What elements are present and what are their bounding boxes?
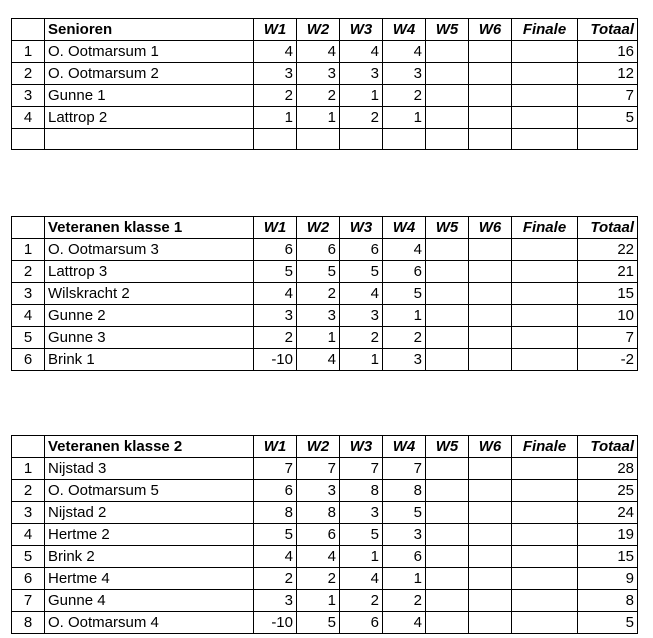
score-cell xyxy=(512,85,578,107)
score-cell: 3 xyxy=(254,590,297,612)
rank-cell: 7 xyxy=(12,590,45,612)
score-cell xyxy=(426,305,469,327)
rank-cell: 6 xyxy=(12,568,45,590)
table-row xyxy=(12,590,638,612)
score-cell xyxy=(426,129,469,150)
column-header-w1: W1 xyxy=(254,19,297,41)
score-cell: 3 xyxy=(383,63,426,85)
team-cell: Gunne 2 xyxy=(45,305,254,327)
table-title: Veteranen klasse 1 xyxy=(45,217,254,239)
score-cell: 4 xyxy=(297,546,340,568)
score-cell xyxy=(469,261,512,283)
table-row xyxy=(12,305,638,327)
score-cell: 4 xyxy=(297,349,340,371)
score-cell xyxy=(512,107,578,129)
column-header-w1: W1 xyxy=(254,217,297,239)
rank-cell: 5 xyxy=(12,327,45,349)
total-cell: 7 xyxy=(578,327,638,349)
score-cell xyxy=(297,129,340,150)
score-cell xyxy=(426,107,469,129)
total-cell: 12 xyxy=(578,63,638,85)
column-header-w4: W4 xyxy=(383,19,426,41)
team-cell: O. Ootmarsum 1 xyxy=(45,41,254,63)
score-cell: 3 xyxy=(254,63,297,85)
score-cell: -10 xyxy=(254,612,297,634)
table-row xyxy=(12,239,638,261)
score-cell: 8 xyxy=(340,480,383,502)
total-cell: 7 xyxy=(578,85,638,107)
score-cell xyxy=(426,349,469,371)
rank-cell: 2 xyxy=(12,480,45,502)
score-cell: 2 xyxy=(254,327,297,349)
team-cell xyxy=(45,129,254,150)
score-cell: 2 xyxy=(297,85,340,107)
total-cell: -2 xyxy=(578,349,638,371)
rank-cell: 4 xyxy=(12,524,45,546)
score-cell xyxy=(426,41,469,63)
header-rank-cell xyxy=(12,436,45,458)
score-cell xyxy=(426,239,469,261)
column-header-w1: W1 xyxy=(254,436,297,458)
score-cell: 6 xyxy=(297,239,340,261)
total-cell: 22 xyxy=(578,239,638,261)
total-cell: 10 xyxy=(578,305,638,327)
score-cell: 2 xyxy=(340,327,383,349)
column-header-totaal: Totaal xyxy=(578,217,638,239)
score-cell: 4 xyxy=(254,41,297,63)
table-row xyxy=(12,568,638,590)
score-cell: 5 xyxy=(340,524,383,546)
table-veteranen-klasse-1 xyxy=(11,216,638,371)
score-cell: 2 xyxy=(383,85,426,107)
table-row xyxy=(12,107,638,129)
score-cell xyxy=(469,546,512,568)
team-cell: O. Ootmarsum 5 xyxy=(45,480,254,502)
score-cell: 2 xyxy=(254,85,297,107)
score-cell: 7 xyxy=(254,458,297,480)
table-row xyxy=(12,327,638,349)
total-cell: 15 xyxy=(578,283,638,305)
score-cell: 8 xyxy=(254,502,297,524)
score-cell xyxy=(469,107,512,129)
score-cell: 3 xyxy=(340,305,383,327)
score-cell: 7 xyxy=(383,458,426,480)
total-cell: 8 xyxy=(578,590,638,612)
score-cell: 7 xyxy=(297,458,340,480)
score-cell xyxy=(512,546,578,568)
total-cell: 15 xyxy=(578,546,638,568)
rank-cell: 1 xyxy=(12,458,45,480)
score-cell: 3 xyxy=(254,305,297,327)
table-row xyxy=(12,458,638,480)
team-cell: Gunne 1 xyxy=(45,85,254,107)
rank-cell: 2 xyxy=(12,63,45,85)
score-cell xyxy=(426,590,469,612)
score-cell: 2 xyxy=(383,327,426,349)
column-header-w2: W2 xyxy=(297,19,340,41)
team-cell: Brink 1 xyxy=(45,349,254,371)
score-cell xyxy=(469,239,512,261)
score-cell: 4 xyxy=(297,41,340,63)
score-cell xyxy=(469,458,512,480)
column-header-totaal: Totaal xyxy=(578,19,638,41)
rank-cell: 3 xyxy=(12,85,45,107)
score-cell xyxy=(469,283,512,305)
score-cell: 5 xyxy=(297,261,340,283)
score-cell xyxy=(512,327,578,349)
rank-cell: 1 xyxy=(12,239,45,261)
rank-cell: 3 xyxy=(12,283,45,305)
total-cell: 21 xyxy=(578,261,638,283)
score-cell: 1 xyxy=(340,85,383,107)
team-cell: Lattrop 3 xyxy=(45,261,254,283)
header-row xyxy=(12,436,638,458)
score-cell xyxy=(340,129,383,150)
score-cell: 3 xyxy=(383,349,426,371)
column-header-w5: W5 xyxy=(426,217,469,239)
score-cell: -10 xyxy=(254,349,297,371)
score-cell: 5 xyxy=(383,502,426,524)
table-row xyxy=(12,546,638,568)
score-cell xyxy=(426,480,469,502)
column-header-w3: W3 xyxy=(340,436,383,458)
score-cell: 4 xyxy=(340,568,383,590)
column-header-finale: Finale xyxy=(512,436,578,458)
column-header-w4: W4 xyxy=(383,217,426,239)
team-cell: O. Ootmarsum 4 xyxy=(45,612,254,634)
table-row xyxy=(12,502,638,524)
score-cell: 1 xyxy=(340,349,383,371)
team-cell: Brink 2 xyxy=(45,546,254,568)
score-cell: 6 xyxy=(340,612,383,634)
total-cell: 16 xyxy=(578,41,638,63)
table-row xyxy=(12,261,638,283)
score-cell: 2 xyxy=(297,283,340,305)
column-header-w6: W6 xyxy=(469,217,512,239)
header-rank-cell xyxy=(12,19,45,41)
column-header-w5: W5 xyxy=(426,19,469,41)
score-cell xyxy=(426,568,469,590)
table-row xyxy=(12,283,638,305)
total-cell: 9 xyxy=(578,568,638,590)
score-cell: 6 xyxy=(340,239,383,261)
score-cell: 5 xyxy=(297,612,340,634)
table-title: Veteranen klasse 2 xyxy=(45,436,254,458)
score-cell: 3 xyxy=(297,305,340,327)
score-cell xyxy=(512,524,578,546)
score-cell: 1 xyxy=(297,590,340,612)
score-cell: 5 xyxy=(254,524,297,546)
score-cell xyxy=(512,480,578,502)
score-cell: 2 xyxy=(297,568,340,590)
team-cell: Nijstad 2 xyxy=(45,502,254,524)
table-title: Senioren xyxy=(45,19,254,41)
score-cell xyxy=(469,524,512,546)
score-cell xyxy=(512,612,578,634)
score-cell xyxy=(469,590,512,612)
team-cell: O. Ootmarsum 2 xyxy=(45,63,254,85)
column-header-w5: W5 xyxy=(426,436,469,458)
score-cell xyxy=(383,129,426,150)
score-cell: 5 xyxy=(340,261,383,283)
table-row xyxy=(12,129,638,150)
score-cell: 6 xyxy=(297,524,340,546)
score-cell xyxy=(254,129,297,150)
score-cell xyxy=(426,261,469,283)
score-cell: 8 xyxy=(383,480,426,502)
score-cell: 4 xyxy=(340,41,383,63)
score-cell: 3 xyxy=(297,63,340,85)
score-cell: 4 xyxy=(383,41,426,63)
table-row xyxy=(12,85,638,107)
total-cell xyxy=(578,129,638,150)
rank-cell: 1 xyxy=(12,41,45,63)
score-cell xyxy=(426,458,469,480)
column-header-w3: W3 xyxy=(340,19,383,41)
score-cell: 6 xyxy=(254,480,297,502)
score-cell: 2 xyxy=(254,568,297,590)
team-cell: Gunne 3 xyxy=(45,327,254,349)
score-cell xyxy=(469,85,512,107)
total-cell: 5 xyxy=(578,107,638,129)
score-cell xyxy=(426,502,469,524)
total-cell: 28 xyxy=(578,458,638,480)
score-cell xyxy=(512,568,578,590)
score-cell: 2 xyxy=(340,107,383,129)
column-header-w2: W2 xyxy=(297,217,340,239)
score-cell xyxy=(426,283,469,305)
table-row xyxy=(12,524,638,546)
score-cell: 2 xyxy=(383,590,426,612)
score-cell xyxy=(469,41,512,63)
score-cell: 1 xyxy=(383,305,426,327)
score-cell: 6 xyxy=(383,546,426,568)
total-cell: 19 xyxy=(578,524,638,546)
score-cell: 1 xyxy=(254,107,297,129)
score-cell xyxy=(512,41,578,63)
score-cell: 1 xyxy=(297,107,340,129)
score-cell: 4 xyxy=(383,239,426,261)
score-cell xyxy=(426,85,469,107)
team-cell: Lattrop 2 xyxy=(45,107,254,129)
rank-cell xyxy=(12,129,45,150)
header-row xyxy=(12,217,638,239)
table-row xyxy=(12,63,638,85)
score-cell: 5 xyxy=(254,261,297,283)
score-cell xyxy=(512,458,578,480)
score-cell: 2 xyxy=(340,590,383,612)
score-cell: 4 xyxy=(340,283,383,305)
score-cell: 4 xyxy=(254,546,297,568)
team-cell: Hertme 4 xyxy=(45,568,254,590)
score-cell xyxy=(512,63,578,85)
score-cell: 5 xyxy=(383,283,426,305)
column-header-w3: W3 xyxy=(340,217,383,239)
score-cell: 1 xyxy=(340,546,383,568)
table-row xyxy=(12,480,638,502)
score-cell xyxy=(512,129,578,150)
team-cell: Wilskracht 2 xyxy=(45,283,254,305)
column-header-totaal: Totaal xyxy=(578,436,638,458)
score-cell xyxy=(426,546,469,568)
table-veteranen-klasse-2 xyxy=(11,435,638,634)
score-cell xyxy=(469,568,512,590)
score-cell xyxy=(469,502,512,524)
rank-cell: 2 xyxy=(12,261,45,283)
score-cell: 1 xyxy=(383,568,426,590)
header-row xyxy=(12,19,638,41)
column-header-finale: Finale xyxy=(512,217,578,239)
score-cell xyxy=(512,283,578,305)
rank-cell: 3 xyxy=(12,502,45,524)
table-row xyxy=(12,612,638,634)
score-cell: 4 xyxy=(254,283,297,305)
score-cell: 6 xyxy=(254,239,297,261)
score-cell xyxy=(426,327,469,349)
score-cell: 8 xyxy=(297,502,340,524)
score-cell xyxy=(469,612,512,634)
total-cell: 24 xyxy=(578,502,638,524)
score-cell: 3 xyxy=(340,63,383,85)
rank-cell: 4 xyxy=(12,305,45,327)
team-cell: Hertme 2 xyxy=(45,524,254,546)
score-cell xyxy=(512,502,578,524)
rank-cell: 8 xyxy=(12,612,45,634)
column-header-w6: W6 xyxy=(469,436,512,458)
team-cell: Gunne 4 xyxy=(45,590,254,612)
score-cell xyxy=(469,349,512,371)
score-cell xyxy=(469,129,512,150)
score-cell: 1 xyxy=(297,327,340,349)
score-cell xyxy=(512,305,578,327)
rank-cell: 5 xyxy=(12,546,45,568)
table-row xyxy=(12,41,638,63)
rank-cell: 6 xyxy=(12,349,45,371)
table-row xyxy=(12,349,638,371)
score-cell: 3 xyxy=(297,480,340,502)
score-cell xyxy=(512,349,578,371)
score-cell xyxy=(426,524,469,546)
column-header-w6: W6 xyxy=(469,19,512,41)
score-cell xyxy=(512,239,578,261)
score-cell xyxy=(469,327,512,349)
score-cell: 6 xyxy=(383,261,426,283)
score-cell xyxy=(426,63,469,85)
total-cell: 5 xyxy=(578,612,638,634)
total-cell: 25 xyxy=(578,480,638,502)
score-cell xyxy=(469,305,512,327)
score-cell: 3 xyxy=(383,524,426,546)
team-cell: O. Ootmarsum 3 xyxy=(45,239,254,261)
score-cell xyxy=(512,590,578,612)
score-cell: 3 xyxy=(340,502,383,524)
score-cell xyxy=(426,612,469,634)
score-cell xyxy=(469,480,512,502)
table-senioren xyxy=(11,18,638,150)
score-cell: 1 xyxy=(383,107,426,129)
column-header-w2: W2 xyxy=(297,436,340,458)
score-cell xyxy=(469,63,512,85)
score-cell: 4 xyxy=(383,612,426,634)
team-cell: Nijstad 3 xyxy=(45,458,254,480)
column-header-finale: Finale xyxy=(512,19,578,41)
header-rank-cell xyxy=(12,217,45,239)
score-cell xyxy=(512,261,578,283)
column-header-w4: W4 xyxy=(383,436,426,458)
rank-cell: 4 xyxy=(12,107,45,129)
score-cell: 7 xyxy=(340,458,383,480)
